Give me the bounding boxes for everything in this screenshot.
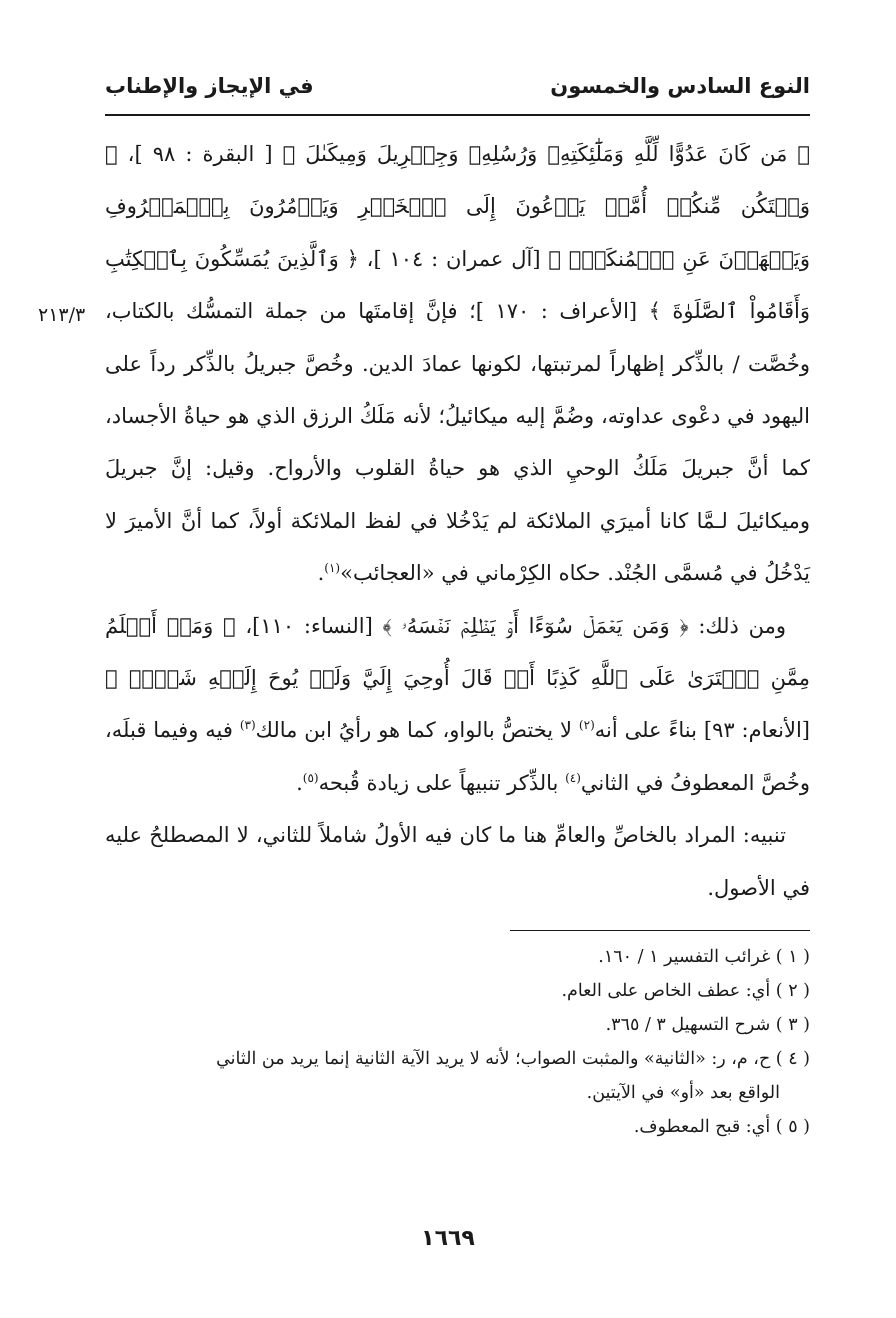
- running-header: [105, 66, 810, 106]
- footnote-4-continued: الواقع بعد «أو» في الآيتين.: [586, 1083, 780, 1103]
- footnote-divider: [510, 930, 810, 931]
- paragraph-3: تنبيه: المراد بالخاصِّ والعامِّ هنا ما كان فيه الأولُ شاملاً للثاني، لا المصطلحُ عليه في الأصول.: [105, 823, 810, 900]
- footnote-5: ( ٥ ) أي: قبح المعطوف.: [633, 1117, 810, 1137]
- section-title: في الإيجاز والإطناب: [105, 74, 314, 98]
- footnotes: [105, 940, 810, 1144]
- page-number: ١٦٦٩: [421, 1226, 475, 1251]
- footnote-2: ( ٢ ) أي: عطف الخاص على العام.: [561, 981, 810, 1001]
- paragraph-2-text: ومن ذلك: ﴿ وَمَن يَعۡمَلۡ سُوٓءًا أَوۡ يَظۡلِمۡ نَفۡسَهُۥ ﴾ [النساء: ١١٠]، ﴿ وَمَنۡ أَظۡلَمُ مِمَّنِ ٱفۡتَرَىٰ عَلَى ٱللَّهِ كَذِبًا أَوۡ قَالَ أُوحِيَ إِلَيَّ وَلَمۡ يُوحَ إِلَيۡهِ شَيۡءٞ ﴾ [الأنعام: ٩٣] بناءً على أنه: [105, 613, 810, 743]
- footnote-mark-5: (٥): [302, 770, 319, 785]
- footnote-mark-2: (٢): [578, 718, 595, 733]
- chapter-title: النوع السادس والخمسون: [550, 74, 810, 98]
- footnote-mark-3: (٣): [239, 718, 256, 733]
- paragraph-2-tail-b: فيه وفيما قبلَه، وخُصَّ المعطوفُ في الثاني: [105, 718, 810, 795]
- paragraph-2-tail-c: بالذِّكر تنبيهاً على زيادة قُبحه: [318, 770, 559, 795]
- footnote-3: ( ٣ ) شرح التسهيل ٣ / ٣٦٥.: [605, 1015, 810, 1035]
- paragraph-1-text: ﴿ مَن كَانَ عَدُوًّا لِّلَّهِ وَمَلَٰٓئِكَتِهِۦ وَرُسُلِهِۦ وَجِبۡرِيلَ وَمِيكَىٰلَ ﴾ [ البقرة : ٩٨ ]، ﴿ وَلۡتَكُن مِّنكُمۡ أُمَّةٞ يَدۡعُونَ إِلَى ٱلۡخَيۡرِ وَيَأۡمُرُونَ بِٱلۡمَعۡرُوفِ وَيَنۡهَوۡنَ عَنِ ٱلۡمُنكَرِۚ ﴾ [آل عمران : ١٠٤ ]، ﴿ وَٱلَّذِينَ يُمَسِّكُونَ بِٱلۡكِتَٰبِ وَأَقَامُواْ ٱلصَّلَوٰةَ ﴾ [الأعراف : ١٧٠ ]؛ فإنَّ إقامتَها من جملة التمسُّك بالكتاب، وخُصَّت / بالذِّكر إظهاراً لمرتبتها، لكونها عمادَ الدين. وخُصَّ جبريلُ بالذِّكر رداً على اليهود في دعْوى عداوته، وضُمَّ إليه ميكائيلُ؛ لأنه مَلَكُ الرزق الذي هو حياةُ الأجساد، كما أنَّ جبريلَ مَلَكُ الوحيِ الذي هو حياةُ القلوب والأرواح. وقيل: إنَّ جبريلَ وميكائيلَ لـمَّا كانا أميرَي الملائكة لم يَدْخُلا في لفظ الملائكة أولاً، كما أنَّ الأميرَ لا يَدْخُلُ في مُسمَّى الجُنْد. حكاه الكِرْماني في «العجائب»: [105, 142, 810, 586]
- margin-page-reference: ٢١٣/٣: [38, 304, 86, 326]
- footnote-4: ( ٤ ) ح، م، ر: «الثانية» والمثبت الصواب؛ لأنه لا يريد الآية الثانية إنما يريد من الثاني: [216, 1049, 810, 1069]
- paragraph-2: ومن ذلك: ﴿ وَمَن يَعۡمَلۡ سُوٓءًا أَوۡ يَظۡلِمۡ نَفۡسَهُۥ ﴾ [النساء: ١١٠]، ﴿ وَمَنۡ أَظۡلَمُ مِمَّنِ ٱفۡتَرَىٰ عَلَى ٱللَّهِ كَذِبًا أَوۡ قَالَ أُوحِيَ إِلَيَّ وَلَمۡ يُوحَ إِلَيۡهِ شَيۡءٞ ﴾ [الأنعام: ٩٣] بناءً على أنه$^{(٢)}$ لا يختصُّ بالواو، كما هو رأيُ ابن مالك$^{(٣)}$ فيه وفيما قبلَه، وخُصَّ المعطوفُ في الثاني$^{(٤)}$ بالذِّكر تنبيهاً على زيادة قُبحه$^{(٥)}$.: [105, 613, 810, 795]
- footnote-1: ( ١ ) غرائب التفسير ١ / ١٦٠.: [598, 947, 810, 967]
- footnote-mark-4: (٤): [565, 770, 581, 785]
- paragraph-2-tail-a: لا يختصُّ بالواو، كما هو رأيُ ابن مالك: [255, 718, 572, 743]
- footnote-mark-1: (١): [324, 561, 341, 576]
- header-divider: [105, 114, 810, 116]
- main-text: [105, 128, 810, 914]
- paragraph-1: ﴿ مَن كَانَ عَدُوًّا لِّلَّهِ وَمَلَٰٓئِكَتِهِۦ وَرُسُلِهِۦ وَجِبۡرِيلَ وَمِيكَىٰلَ ﴾ [ البقرة : ٩٨ ]، ﴿ وَلۡتَكُن مِّنكُمۡ أُمَّةٞ يَدۡعُونَ إِلَى ٱلۡخَيۡرِ وَيَأۡمُرُونَ بِٱلۡمَعۡرُوفِ وَيَنۡهَوۡنَ عَنِ ٱلۡمُنكَرِۚ ﴾ [آل عمران : ١٠٤ ]، ﴿ وَٱلَّذِينَ يُمَسِّكُونَ بِٱلۡكِتَٰبِ وَأَقَامُواْ ٱلصَّلَوٰةَ ﴾ [الأعراف : ١٧٠ ]؛ فإنَّ إقامتَها من جملة التمسُّك بالكتاب، وخُصَّت / بالذِّكر إظهاراً لمرتبتها، لكونها عمادَ الدين. وخُصَّ جبريلُ بالذِّكر رداً على اليهود في دعْوى عداوته، وضُمَّ إليه ميكائيلُ؛ لأنه مَلَكُ الرزق الذي هو حياةُ الأجساد، كما أنَّ جبريلَ مَلَكُ الوحيِ الذي هو حياةُ القلوب والأرواح. وقيل: إنَّ جبريلَ وميكائيلَ لـمَّا كانا أميرَي الملائكة لم يَدْخُلا في لفظ الملائكة أولاً، كما أنَّ الأميرَ لا يَدْخُلُ في مُسمَّى الجُنْد. حكاه الكِرْماني في «العجائب»$^{(١)}$.: [105, 142, 810, 586]
